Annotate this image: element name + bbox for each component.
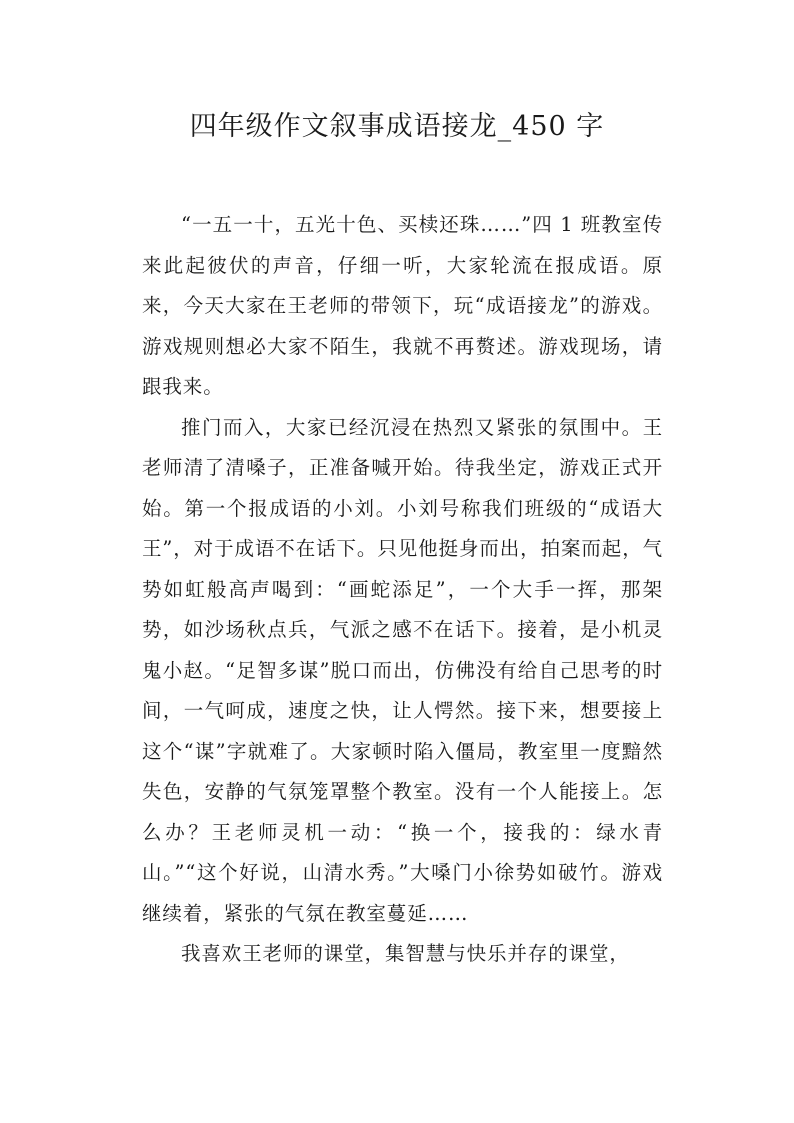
- paragraph-conclusion: 我喜欢王老师的课堂，集智慧与快乐并存的课堂，: [181, 942, 630, 965]
- paragraph-game: 推门而入，大家已经沉浸在热烈又紧张的氛围中。王老师清了清嗓子，正准备喊开始。待我坐定，游戏正式开始。第一个报成语的小刘。小刘号称我们班级的“成语大王”，对于成语不在话下。只见他挺身而出，拍案而起，气势如虹般高声喝到：“画蛇添足”，一个大手一挥，那架势，如沙场秋点兵，气派之感不在话下。接着，是小机灵鬼小赵。“足智多谋”脱口而出，仿佛没有给自己思考的时间，一气呵成，速度之快，让人愕然。接下来，想要接上这个“谋”字就难了。大家顿时陷入僵局，教室里一度黯然失色，安静的气氛笼罩整个教室。没有一个人能接上。怎么办？王老师灵机一动：“换一个，接我的：绿水青山。”“这个好说，山清水秀。”大嗓门小徐势如破竹。游戏继续着，紧张的气氛在教室蔓延……: [142, 415, 663, 925]
- document-title: 四年级作文叙事成语接龙_450 字: [189, 111, 605, 142]
- paragraph-intro: “一五一十，五光十色、买椟还珠……”四 1 班教室传来此起彼伏的声音，仔细一听，大家轮流在报成语。原来，今天大家在王老师的带领下，玩“成语接龙”的游戏。游戏规则想必大家不陌生，我就不再赘述。游戏现场，请跟我来。: [142, 213, 663, 398]
- document-body: [142, 205, 663, 975]
